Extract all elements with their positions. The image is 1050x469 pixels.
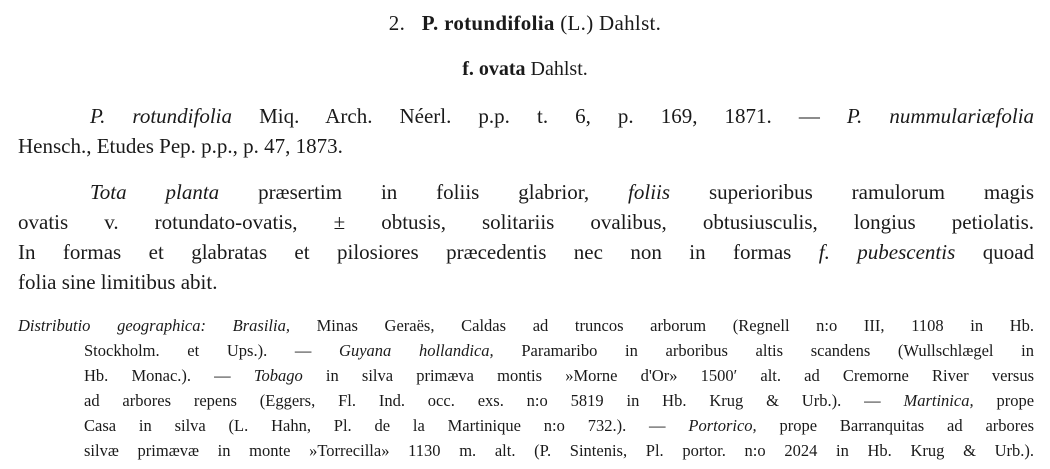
locality-portorico: Portorico, [688,416,757,435]
distribution-text: prope Barranquitas ad arbores [779,416,1035,435]
synonym-citation-1: Miq. Arch. Néerl. p.p. t. 6, p. 169, 1871. — [259,104,820,128]
locality-martinica: Martinica, [903,391,974,410]
distribution-text: Hb. Monac.). — [84,366,231,385]
distribution-text: in silva primæva montis »Morne d'Or» 1500′ alt. ad Cremorne River versus [325,366,1034,385]
desc-text: folia sine limitibus abit. [18,270,218,294]
species-number: 2. [388,11,406,35]
distribution-text: Stockholm. et Ups.). — [84,341,312,360]
synonymy-line-2 [18,134,1034,159]
desc-text: In formas et glabratas et pilosiores præcedentis nec non in formas [18,240,792,264]
synonym-name-2: P. nummulariæfolia [846,104,1035,128]
desc-text: præsertim in foliis glabrior, [258,180,590,204]
distribution-line-5 [84,416,1034,436]
distribution-line-6 [84,441,1034,461]
forma-name: f. ovata [462,58,526,80]
species-heading [0,11,1050,36]
distribution-text: Minas Geraës, Caldas ad truncos arborum (Regnell n:o III, 1108 in Hb. [316,316,1035,335]
distribution-text: Paramaribo in arboribus altis scandens (Wullschlægel in [521,341,1034,360]
desc-text: ovatis v. rotundato-ovatis, ± obtusis, solitariis ovalibus, obtusiusculis, longius petiolatis. [18,210,1034,234]
locality-brasilia: Brasilia, [232,316,290,335]
forma-heading [0,58,1050,81]
desc-f-pubescentis: f. pubescentis [818,240,956,264]
desc-foliis: foliis [628,180,671,204]
distribution-text: silvæ primævæ in monte »Torrecilla» 1130 m. alt. (P. Sintenis, Pl. portor. n:o 2024 in Hb. Krug & Urb.). [84,441,1034,460]
description-line-3 [18,240,1034,265]
synonym-name-1: P. rotundifolia [90,104,232,128]
distribution-line-3 [84,366,1034,386]
locality-guyana: Guyana hollandica, [339,341,494,360]
distribution-text: Casa in silva (L. Hahn, Pl. de la Martinique n:o 732.). — [84,416,666,435]
distribution-line-2 [84,341,1034,361]
distribution-label: Distributio geographica: [18,316,206,335]
distribution-text: ad arbores repens (Eggers, Fl. Ind. occ. exs. n:o 5819 in Hb. Krug & Urb.). — [84,391,881,410]
species-epithet: rotundifolia [444,11,555,35]
distribution-line-4 [84,391,1034,411]
species-authority: (L.) Dahlst. [560,11,662,35]
distribution-line-1 [18,316,1034,336]
desc-text: superioribus ramulorum magis [708,180,1035,204]
description-line-2 [18,210,1034,235]
forma-authority: Dahlst. [530,58,588,80]
locality-tobago: Tobago [253,366,303,385]
distribution-text: prope [996,391,1035,410]
synonymy-line-1 [90,104,1034,129]
synonym-citation-2: Hensch., Etudes Pep. p.p., p. 47, 1873. [18,134,343,158]
species-genus: P. [421,11,439,35]
description-line-4 [18,270,1034,295]
desc-tota-planta: Tota planta [90,180,220,204]
description-line-1 [90,180,1034,205]
desc-text: quoad [982,240,1035,264]
